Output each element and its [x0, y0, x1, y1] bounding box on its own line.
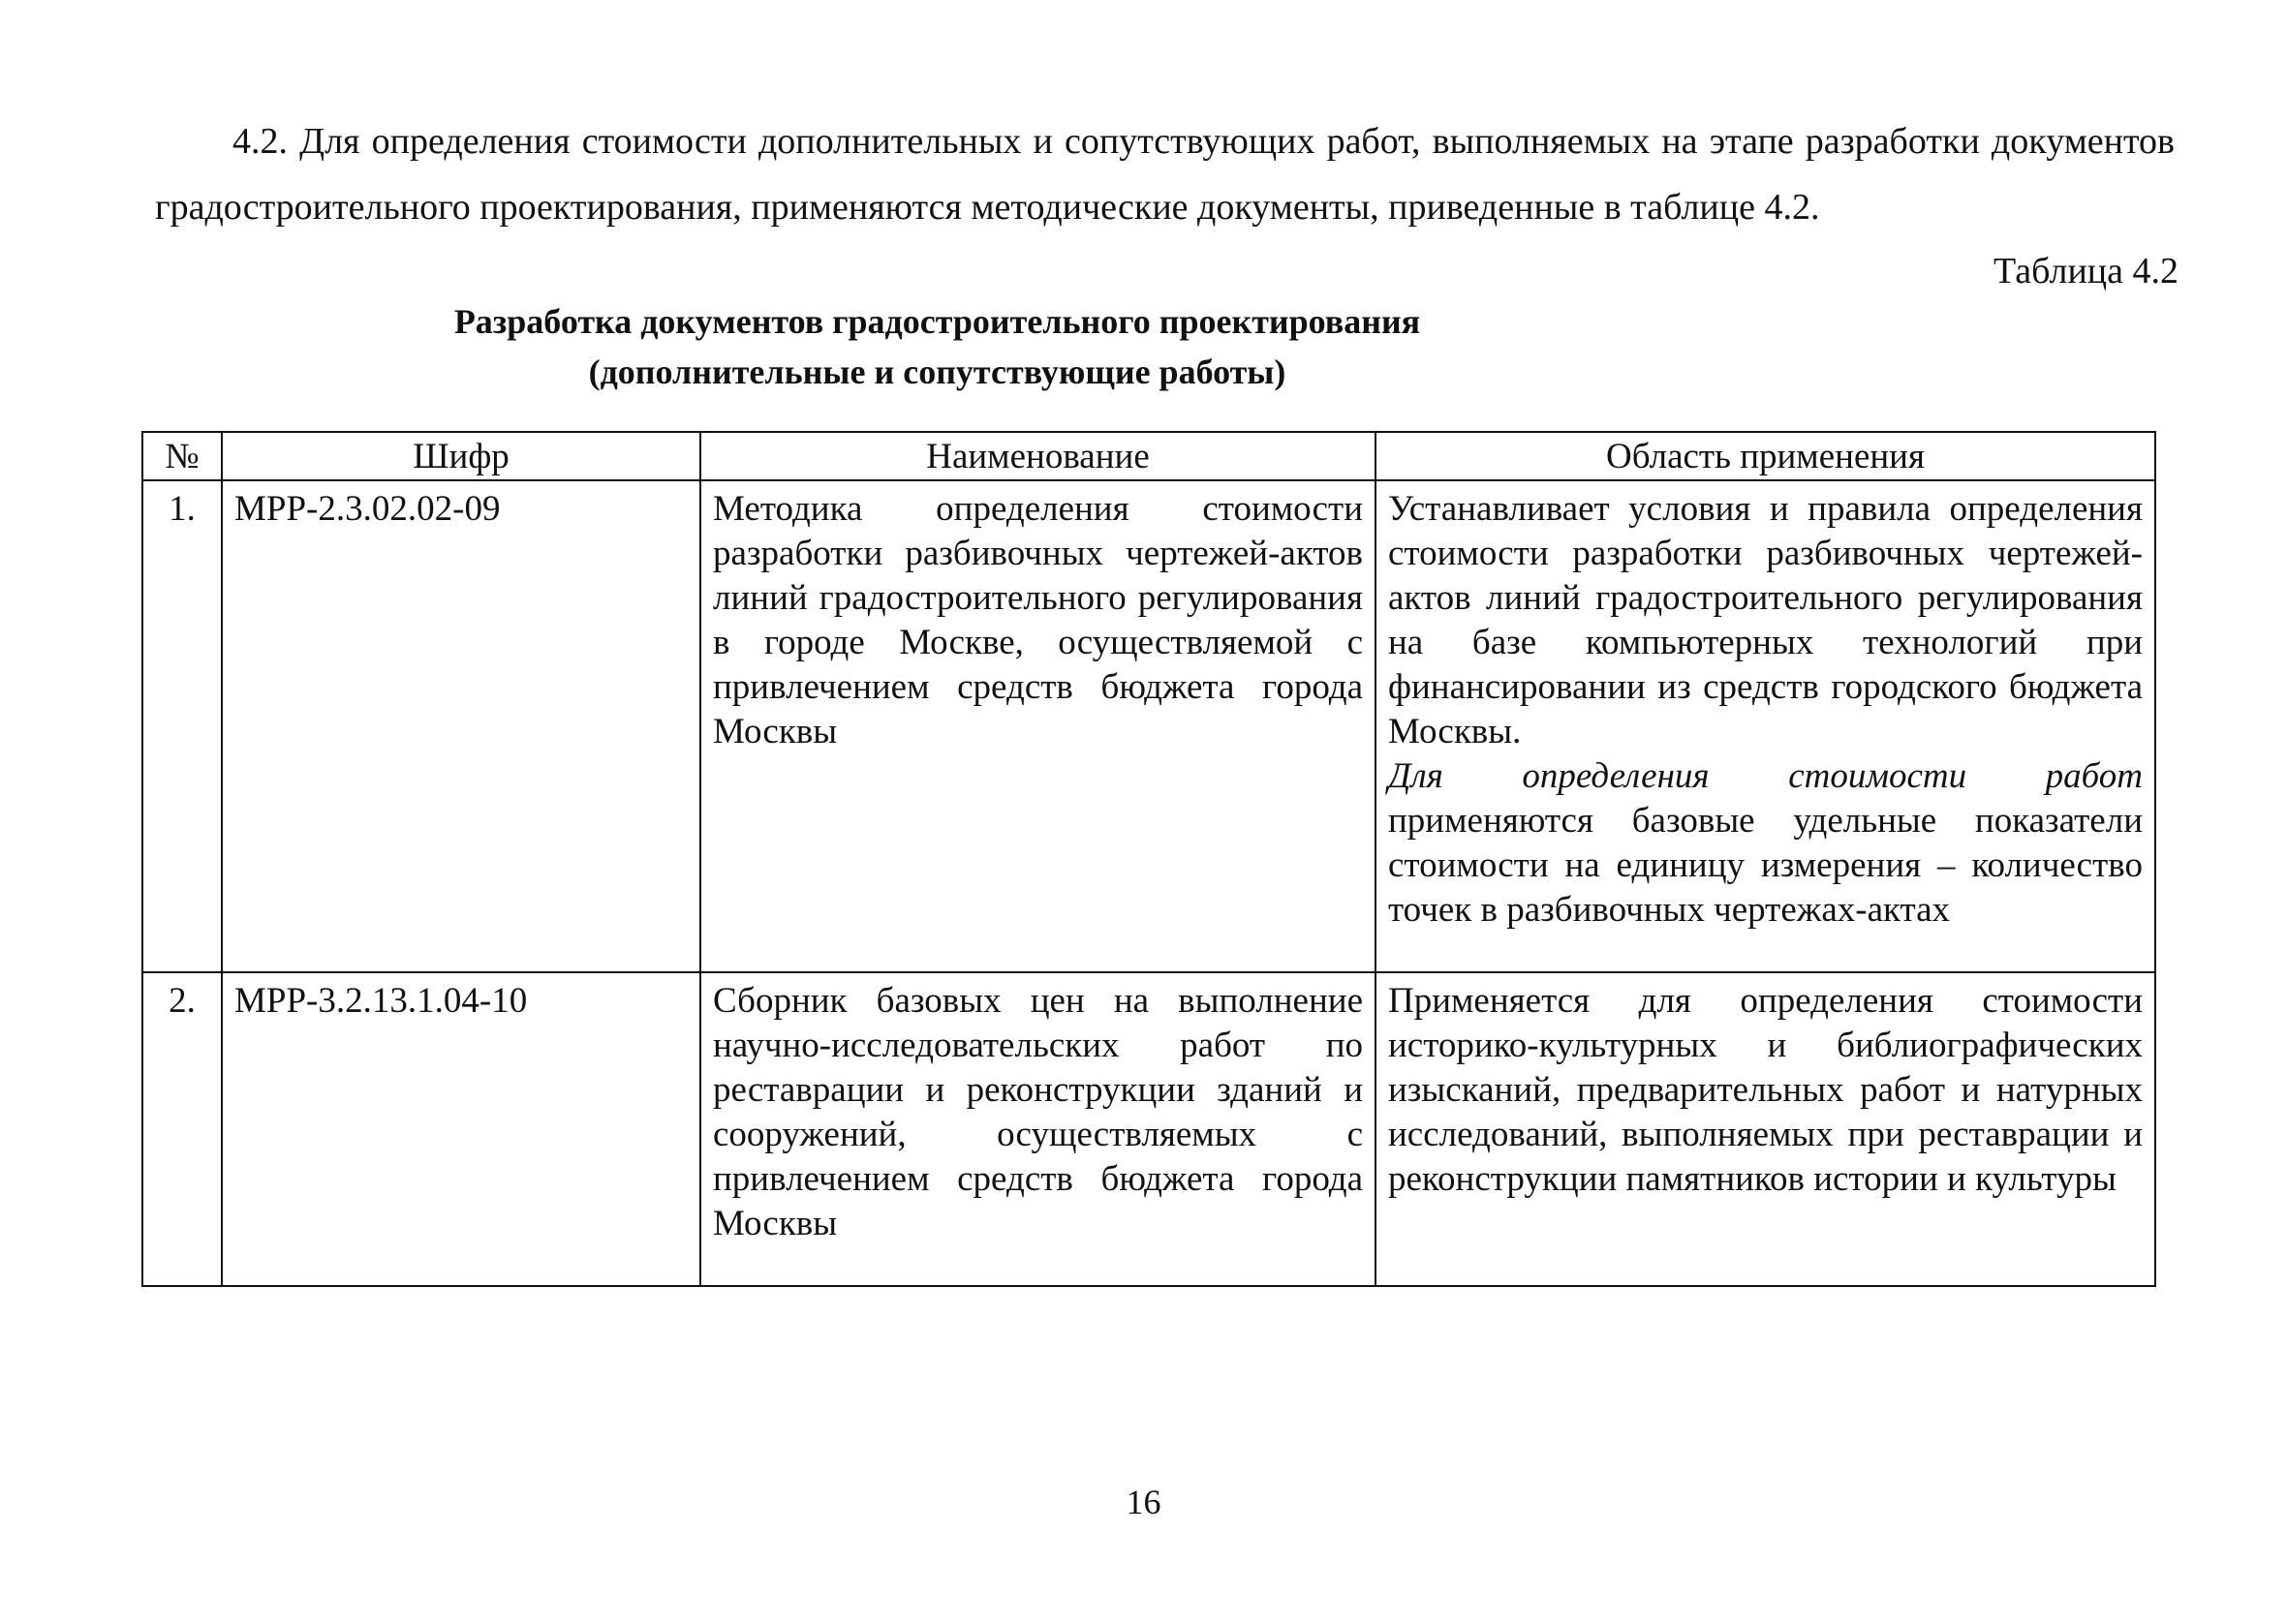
header-number: №	[142, 432, 222, 480]
table-title-line-1: Разработка документов градостроительного проектирования	[453, 302, 1421, 341]
row-scope-cell	[1375, 480, 2155, 972]
table-header-row	[142, 432, 2155, 480]
header-scope: Область применения	[1375, 432, 2155, 480]
header-name: Наименование	[700, 432, 1375, 480]
row-name: Сборник базовых цен на выполнение научно-исследовательских работ по реставрации и реконструкции зданий и сооружений, осуществляемых с привлечением средств бюджета города Москвы	[700, 972, 1375, 1286]
table-label: Таблица 4.2	[1993, 251, 2179, 291]
row-scope: Применяется для определения стоимости историко-культурных и библиографических изысканий, предварительных работ и натурных исследований, выполняемых при реставрации и реконструкции памятников истории и культуры	[1375, 972, 2155, 1286]
row-name: Методика определения стоимости разработки разбивочных чертежей-актов линий градостроительного регулирования в городе Москве, осуществляемой с привлечением средств бюджета города Москвы	[700, 480, 1375, 972]
methods-table	[141, 431, 2156, 1287]
intro-paragraph: 4.2. Для определения стоимости дополнительных и сопутствующих работ, выполняемых на этапе разработки документов градостроительного проектирования, применяются методические документы, приведенные в таблице 4.2.	[155, 121, 2175, 228]
table-row	[142, 480, 2155, 972]
row-scope: Устанавливает условия и правила определения стоимости разработки разбивочных чертежей-актов линий градостроительного регулирования на базе компьютерных технологий при финансировании из средств городского бюджета Москвы.	[1388, 489, 2143, 751]
row-code: МРР-3.2.13.1.04-10	[222, 972, 700, 1286]
row-scope-note: применяются базовые удельные показатели стоимости на единицу измерения – количество точек в разбивочных чертежах-актах	[1388, 801, 2143, 930]
page-number: 16	[1126, 1483, 1161, 1521]
row-scope-note-italic: Для определения стоимости работ	[1388, 756, 2143, 796]
header-code: Шифр	[222, 432, 700, 480]
table-row	[142, 972, 2155, 1286]
table-title-line-2: (дополнительные и сопутствующие работы)	[588, 352, 1286, 391]
row-code: МРР-2.3.02.02-09	[222, 480, 700, 972]
row-number: 1.	[142, 480, 222, 972]
row-number: 2.	[142, 972, 222, 1286]
